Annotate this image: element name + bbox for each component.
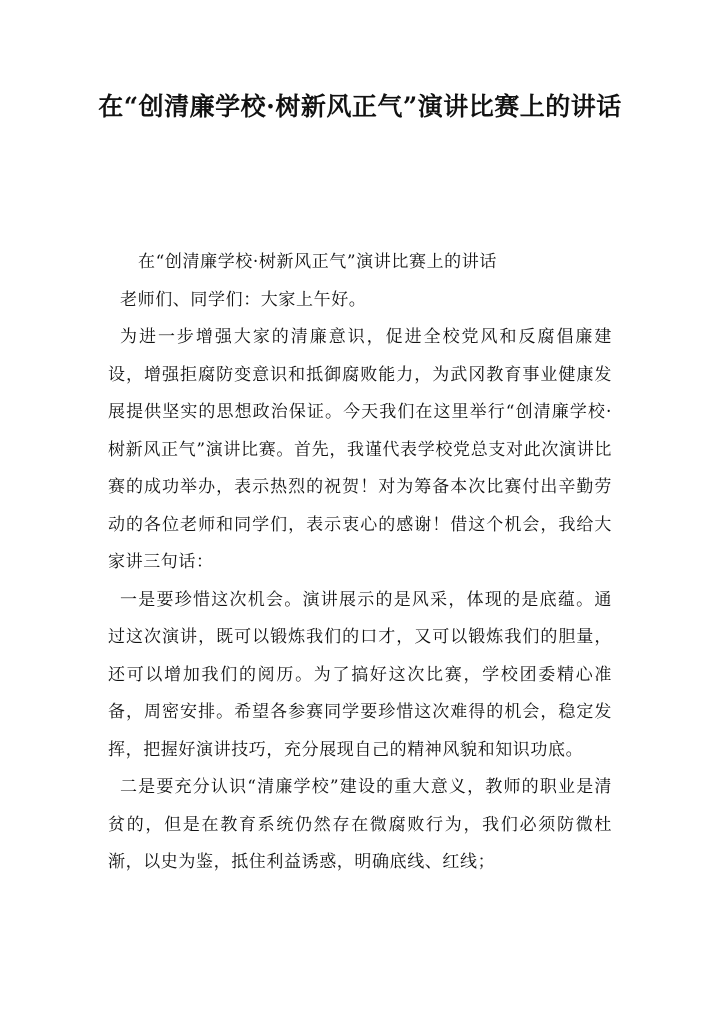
speech-subtitle: 在“创清廉学校·树新风正气”演讲比赛上的讲话 [138,252,497,272]
point-one-paragraph: 一是要珍惜这次机会。演讲展示的是风采，体现的是底蕴。通过这次演讲，既可以锻炼我们的口才，又可以锻炼我们的胆量，还可以增加我们的阅历。为了搞好这次比赛，学校团委精心准备，周密安排。希望各参赛同学要珍惜这次难得的机会，稳定发挥，把握好演讲技巧，充分展现自己的精神风貌和知识功底。 [108,589,612,760]
greeting-paragraph: 老师们、同学们：大家上午好。 [120,289,367,310]
point-two-paragraph: 二是要充分认识“清廉学校”建设的重大意义，教师的职业是清贫的，但是在教育系统仍然存在微腐败行为，我们必须防微杜渐，以史为鉴，抵住利益诱惑，明确底线、红线； [108,777,612,872]
document-title: 在“创清廉学校·树新风正气”演讲比赛上的讲话 [98,92,622,121]
document-body [108,244,612,882]
intro-paragraph: 为进一步增强大家的清廉意识，促进全校党风和反腐倡廉建设，增强拒腐防变意识和抵御腐败能力，为武冈教育事业健康发展提供坚实的思想政治保证。今天我们在这里举行“创清廉学校·树新风正气”演讲比赛。首先，我谨代表学校党总支对此次演讲比赛的成功举办，表示热烈的祝贺！对为筹备本次比赛付出辛勤劳动的各位老师和同学们，表示衷心的感谢！借这个机会，我给大家讲三句话： [108,327,612,572]
